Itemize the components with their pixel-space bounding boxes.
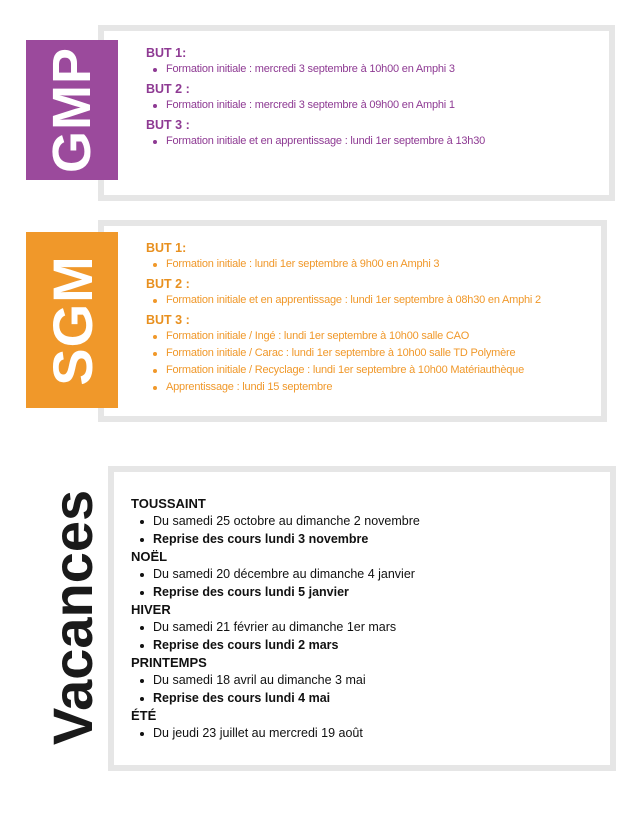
reprise-item: Reprise des cours lundi 4 mai — [131, 689, 420, 707]
list-item: Formation initiale et en apprentissage : lundi 1er septembre à 08h30 en Amphi 2 — [146, 292, 541, 309]
vacances-title: Vacances — [41, 489, 105, 745]
section-heading: HIVER — [131, 602, 171, 617]
reprise-item: Reprise des cours lundi 5 janvier — [131, 583, 420, 601]
section-heading: ÉTÉ — [131, 708, 157, 723]
section-heading: BUT 2 : — [146, 82, 190, 96]
section-heading: NOËL — [131, 549, 168, 564]
section-heading: TOUSSAINT — [131, 496, 206, 511]
section-list — [131, 618, 420, 654]
sgm-title: SGM — [40, 254, 104, 386]
list-item: Du samedi 18 avril au dimanche 3 mai — [131, 671, 420, 689]
list-item: Formation initiale : mercredi 3 septembre à 09h00 en Amphi 1 — [146, 97, 485, 114]
list-item: Formation initiale et en apprentissage : lundi 1er septembre à 13h30 — [146, 133, 485, 150]
section-list — [131, 724, 420, 742]
sgm-content — [146, 241, 541, 400]
list-item: Apprentissage : lundi 15 septembre — [146, 379, 541, 396]
section-heading: PRINTEMPS — [131, 655, 207, 670]
section-list — [146, 133, 485, 150]
gmp-title-tag — [26, 40, 118, 180]
list-item: Formation initiale / Carac : lundi 1er septembre à 10h00 salle TD Polymère — [146, 345, 541, 362]
list-item: Du samedi 21 février au dimanche 1er mars — [131, 618, 420, 636]
gmp-content — [146, 46, 485, 154]
list-item: Formation initiale / Ingé : lundi 1er septembre à 10h00 salle CAO — [146, 328, 541, 345]
section-list — [146, 328, 541, 396]
list-item: Du samedi 25 octobre au dimanche 2 novembre — [131, 512, 420, 530]
gmp-title: GMP — [42, 46, 103, 174]
section-list — [146, 256, 541, 273]
reprise-item: Reprise des cours lundi 2 mars — [131, 636, 420, 654]
section-list — [131, 512, 420, 548]
section-list — [131, 671, 420, 707]
section-heading: BUT 2 : — [146, 277, 190, 291]
list-item: Formation initiale : mercredi 3 septembre à 10h00 en Amphi 3 — [146, 61, 485, 78]
section-heading: BUT 1: — [146, 46, 187, 60]
list-item: Formation initiale : lundi 1er septembre à 9h00 en Amphi 3 — [146, 256, 541, 273]
reprise-item: Reprise des cours lundi 3 novembre — [131, 530, 420, 548]
section-heading: BUT 3 : — [146, 118, 190, 132]
list-item: Du samedi 20 décembre au dimanche 4 janvier — [131, 565, 420, 583]
sgm-title-tag — [26, 232, 118, 408]
section-list — [146, 97, 485, 114]
section-heading: BUT 3 : — [146, 313, 190, 327]
vacances-title-tag — [40, 486, 106, 748]
section-list — [131, 565, 420, 601]
section-heading: BUT 1: — [146, 241, 187, 255]
list-item: Du jeudi 23 juillet au mercredi 19 août — [131, 724, 420, 742]
list-item: Formation initiale / Recyclage : lundi 1er septembre à 10h00 Matériauthèque — [146, 362, 541, 379]
section-list — [146, 61, 485, 78]
vacances-content — [131, 495, 420, 742]
section-list — [146, 292, 541, 309]
